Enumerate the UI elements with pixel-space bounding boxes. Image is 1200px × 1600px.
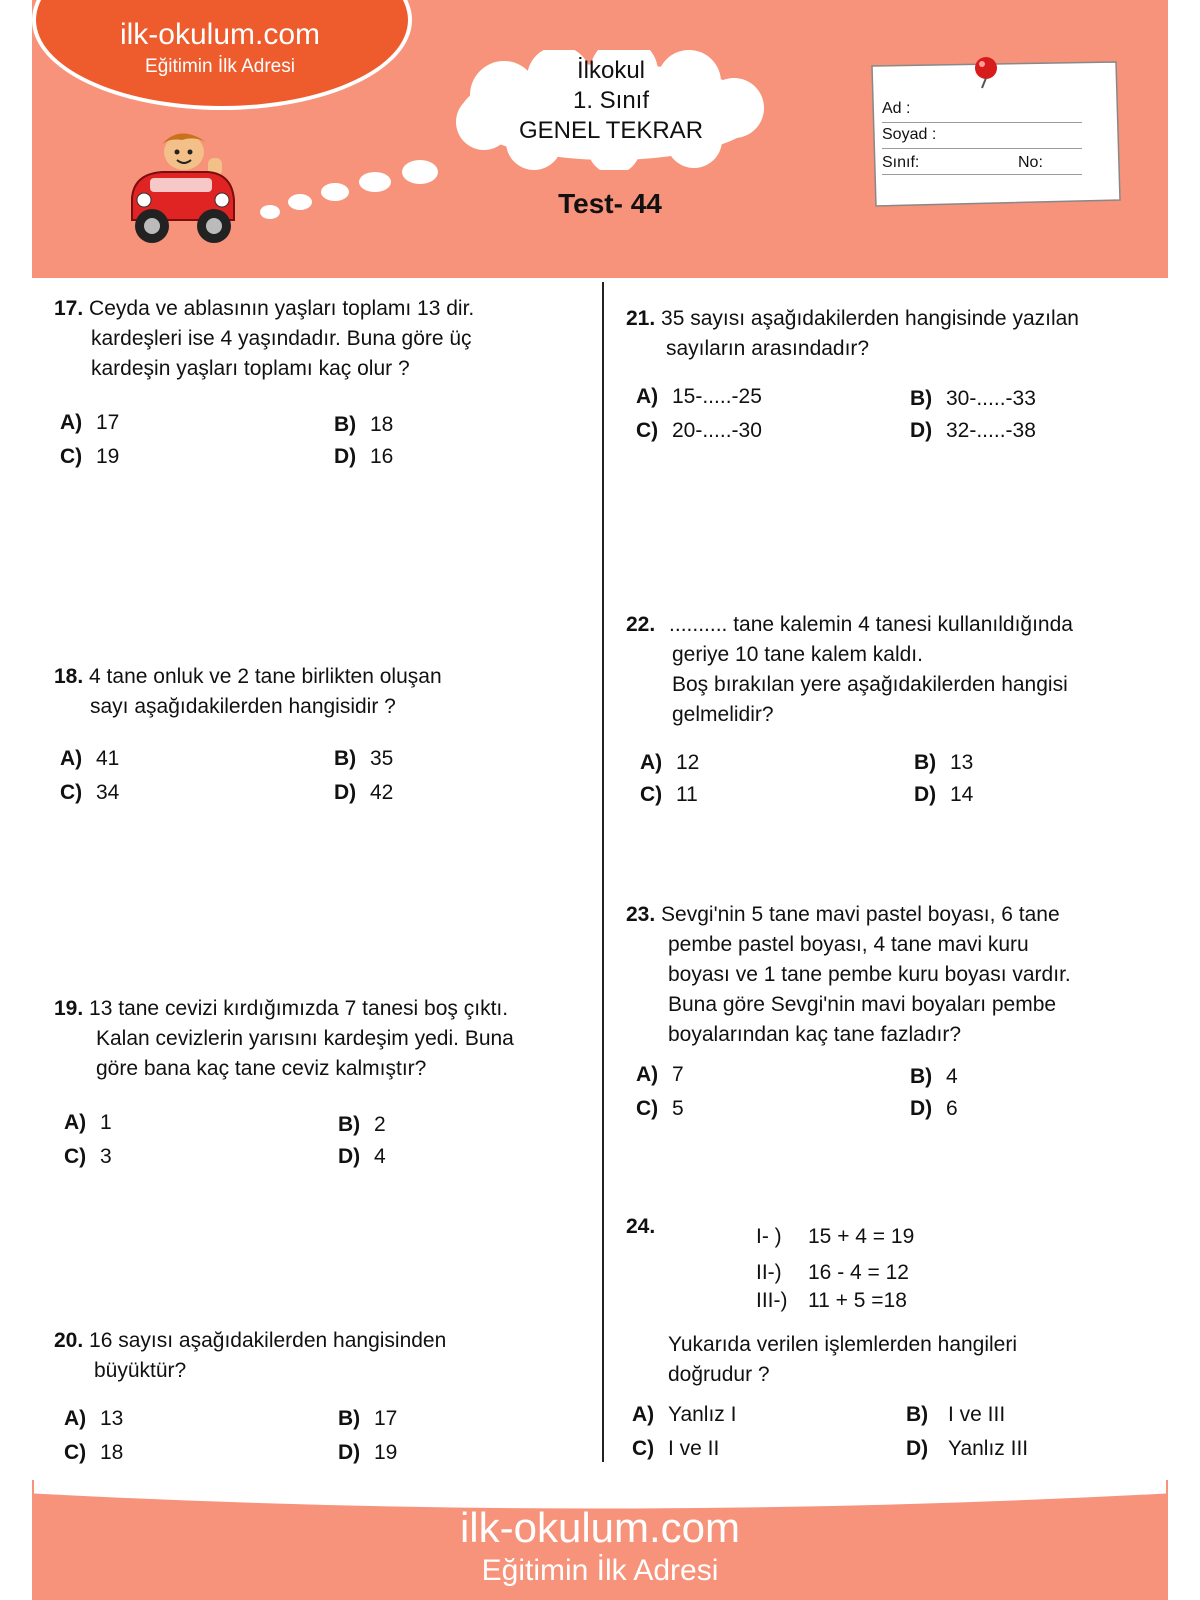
option-key: A)	[60, 747, 83, 770]
question-20	[54, 1326, 574, 1386]
option-value: 32-.....-38	[946, 419, 1036, 442]
question-text-line: 13 tane cevizi kırdığımızda 7 tanesi boş çıktı.	[89, 997, 509, 1020]
question-text-line: boyalarından kaç tane fazladır?	[668, 1023, 962, 1046]
cloud-grade: 1. Sınıf	[572, 87, 650, 114]
question-text-line: Buna göre Sevgi'nin mavi boyaları pembe	[668, 993, 1057, 1016]
option-d[interactable]	[906, 1434, 1028, 1464]
question-text-line: Ceyda ve ablasının yaşları toplamı 13 dir.	[89, 297, 475, 320]
name-label: Ad :	[882, 100, 911, 117]
question-number: 20.	[54, 1329, 84, 1352]
question-19	[54, 994, 584, 1084]
option-value: 19	[374, 1441, 398, 1464]
surname-line	[882, 148, 1082, 149]
option-value: Yanlız I	[668, 1403, 737, 1426]
option-value: Yanlız III	[948, 1437, 1029, 1460]
kid-in-car-illustration	[122, 128, 242, 253]
option-key: C)	[640, 783, 663, 806]
option-key: B)	[338, 1113, 361, 1136]
site-slogan: Eğitimin İlk Adresi	[145, 56, 295, 77]
option-value: 20-.....-30	[672, 419, 762, 442]
option-key: D)	[906, 1437, 929, 1460]
option-key: D)	[910, 1097, 933, 1120]
question-text-line: sayı aşağıdakilerden hangisidir ?	[90, 695, 396, 718]
option-value: 14	[950, 783, 974, 806]
option-d[interactable]	[338, 1438, 397, 1468]
option-d[interactable]	[334, 778, 393, 808]
question-24-number	[626, 1212, 655, 1242]
option-value: 17	[96, 411, 120, 434]
option-value: 18	[100, 1441, 124, 1464]
question-text-line: kardeşleri ise 4 yaşındadır. Buna göre üç	[91, 327, 472, 350]
option-value: I ve III	[948, 1403, 1006, 1426]
option-b[interactable]	[338, 1404, 397, 1434]
option-value: 1	[100, 1111, 112, 1134]
option-value: 18	[370, 413, 394, 436]
statement-2	[756, 1258, 909, 1288]
question-text-line: geriye 10 tane kalem kaldı.	[672, 643, 923, 666]
class-number-line	[882, 174, 1082, 175]
option-key: B)	[910, 1065, 933, 1088]
option-key: D)	[338, 1145, 361, 1168]
option-value: I ve II	[668, 1437, 720, 1460]
question-text-line: büyüktür?	[94, 1359, 187, 1382]
option-value: 11	[676, 783, 698, 806]
option-d[interactable]	[910, 1094, 958, 1124]
option-key: B)	[334, 747, 357, 770]
option-b[interactable]	[910, 384, 1036, 414]
question-text-line: gelmelidir?	[672, 703, 774, 726]
option-key: D)	[338, 1441, 361, 1464]
option-b[interactable]	[334, 744, 393, 774]
statement-expression: 16 - 4 = 12	[808, 1261, 909, 1284]
question-text-line: doğrudur ?	[668, 1363, 770, 1386]
question-text-line: pembe pastel boyası, 4 tane mavi kuru	[668, 933, 1029, 956]
option-b[interactable]	[910, 1062, 958, 1092]
option-d[interactable]	[914, 780, 973, 810]
question-18	[54, 662, 574, 722]
footer-slogan: Eğitimin İlk Adresi	[481, 1554, 719, 1587]
question-number: 17.	[54, 297, 84, 320]
option-c[interactable]	[632, 1434, 719, 1464]
question-number: 22.	[626, 613, 656, 636]
question-text-line: Sevgi'nin 5 tane mavi pastel boyası, 6 tane	[661, 903, 1060, 926]
question-number: 23.	[626, 903, 656, 926]
site-name: ilk-okulum.com	[119, 18, 321, 51]
option-a[interactable]	[636, 1060, 684, 1090]
option-a[interactable]	[632, 1400, 736, 1430]
option-key: A)	[636, 1063, 659, 1086]
option-a[interactable]	[64, 1404, 123, 1434]
option-c[interactable]	[64, 1438, 123, 1468]
test-title: Test- 44	[558, 188, 662, 219]
option-key: C)	[64, 1441, 87, 1464]
question-number: 21.	[626, 307, 656, 330]
option-key: C)	[636, 419, 659, 442]
option-value: 34	[96, 781, 120, 804]
question-text-line: Boş bırakılan yere aşağıdakilerden hangisi	[672, 673, 1068, 696]
option-c[interactable]	[60, 442, 119, 472]
option-value: 17	[374, 1407, 398, 1430]
student-info-card	[868, 60, 1124, 208]
option-key: A)	[60, 411, 83, 434]
option-key: C)	[60, 781, 83, 804]
question-number: 19.	[54, 997, 84, 1020]
option-key: D)	[914, 783, 937, 806]
option-value: 12	[676, 751, 700, 774]
option-a[interactable]	[64, 1108, 112, 1138]
statement-expression: 15 + 4 = 19	[808, 1225, 915, 1248]
column-divider	[602, 282, 604, 1462]
option-b[interactable]	[334, 410, 393, 440]
option-b[interactable]	[338, 1110, 386, 1140]
question-number: 18.	[54, 665, 84, 688]
option-value: 4	[374, 1145, 386, 1168]
option-key: B)	[906, 1403, 929, 1426]
name-line	[882, 122, 1082, 123]
question-text-line: 35 sayısı aşağıdakilerden hangisinde yazılan	[661, 307, 1079, 330]
option-value: 3	[100, 1145, 112, 1168]
cloud-subject: GENEL TEKRAR	[518, 117, 704, 144]
option-value: 7	[672, 1063, 684, 1086]
footer-site-name: ilk-okulum.com	[459, 1504, 741, 1551]
option-value: 30-.....-33	[946, 387, 1036, 410]
option-c[interactable]	[64, 1142, 112, 1172]
option-value: 2	[374, 1113, 386, 1136]
question-text-line: 16 sayısı aşağıdakilerden hangisinden	[89, 1329, 447, 1352]
question-number: 24.	[626, 1215, 656, 1238]
option-value: 13	[100, 1407, 124, 1430]
surname-label: Soyad :	[882, 126, 937, 143]
statement-3	[756, 1286, 907, 1316]
question-text-line: sayıların arasındadır?	[666, 337, 870, 360]
question-text-line: kardeşin yaşları toplamı kaç olur ?	[91, 357, 410, 380]
option-b[interactable]	[906, 1400, 1005, 1430]
option-key: B)	[914, 751, 937, 774]
option-value: 41	[96, 747, 120, 770]
option-value: 6	[946, 1097, 958, 1120]
class-label: Sınıf:	[882, 154, 920, 171]
option-key: C)	[636, 1097, 659, 1120]
question-23	[626, 900, 1166, 1050]
option-key: C)	[632, 1437, 655, 1460]
option-value: 13	[950, 751, 974, 774]
option-a[interactable]	[60, 744, 119, 774]
option-value: 42	[370, 781, 394, 804]
option-a[interactable]	[60, 408, 119, 438]
option-value: 4	[946, 1065, 958, 1088]
option-key: A)	[640, 751, 663, 774]
option-key: A)	[636, 385, 659, 408]
option-key: D)	[334, 445, 357, 468]
option-c[interactable]	[60, 778, 119, 808]
option-a[interactable]	[636, 382, 762, 412]
option-value: 15-.....-25	[672, 385, 762, 408]
option-d[interactable]	[910, 416, 1036, 446]
question-text-line: boyası ve 1 tane pembe kuru boyası vardır.	[668, 963, 1071, 986]
statement-expression: 11 + 5 =18	[808, 1289, 907, 1312]
option-c[interactable]	[640, 780, 698, 810]
number-label: No:	[1018, 154, 1043, 171]
question-text-line: Yukarıda verilen işlemlerden hangileri	[668, 1333, 1018, 1356]
option-value: 5	[672, 1097, 684, 1120]
statement-label: I- )	[756, 1225, 782, 1248]
question-text-line: göre bana kaç tane ceviz kalmıştır?	[96, 1057, 427, 1080]
option-b[interactable]	[914, 748, 973, 778]
option-key: C)	[64, 1145, 87, 1168]
option-value: 35	[370, 747, 394, 770]
option-key: A)	[632, 1403, 655, 1426]
option-key: B)	[338, 1407, 361, 1430]
statement-label: III-)	[756, 1289, 788, 1312]
option-a[interactable]	[640, 748, 699, 778]
option-value: 16	[370, 445, 394, 468]
option-key: A)	[64, 1111, 87, 1134]
question-22	[626, 610, 1166, 730]
question-24-text	[668, 1330, 1158, 1390]
option-key: B)	[910, 387, 933, 410]
pushpin-icon	[968, 54, 1004, 90]
question-text-line: 4 tane onluk ve 2 tane birlikten oluşan	[89, 665, 442, 688]
option-key: A)	[64, 1407, 87, 1430]
question-21	[626, 304, 1166, 364]
option-d[interactable]	[334, 442, 393, 472]
option-c[interactable]	[636, 1094, 684, 1124]
option-key: B)	[334, 413, 357, 436]
question-text-line: Kalan cevizlerin yarısını kardeşim yedi. Buna	[96, 1027, 514, 1050]
thought-bubble-dots	[240, 150, 480, 230]
statement-label: II-)	[756, 1261, 782, 1284]
statement-1	[756, 1222, 914, 1252]
option-key: D)	[334, 781, 357, 804]
question-text-line: .......... tane kalemin 4 tanesi kullanıldığında	[669, 613, 1073, 636]
question-17	[54, 294, 574, 384]
cloud-school-level: İlkokul	[576, 57, 646, 84]
option-c[interactable]	[636, 416, 762, 446]
option-key: C)	[60, 445, 83, 468]
option-d[interactable]	[338, 1142, 386, 1172]
option-value: 19	[96, 445, 120, 468]
option-key: D)	[910, 419, 933, 442]
